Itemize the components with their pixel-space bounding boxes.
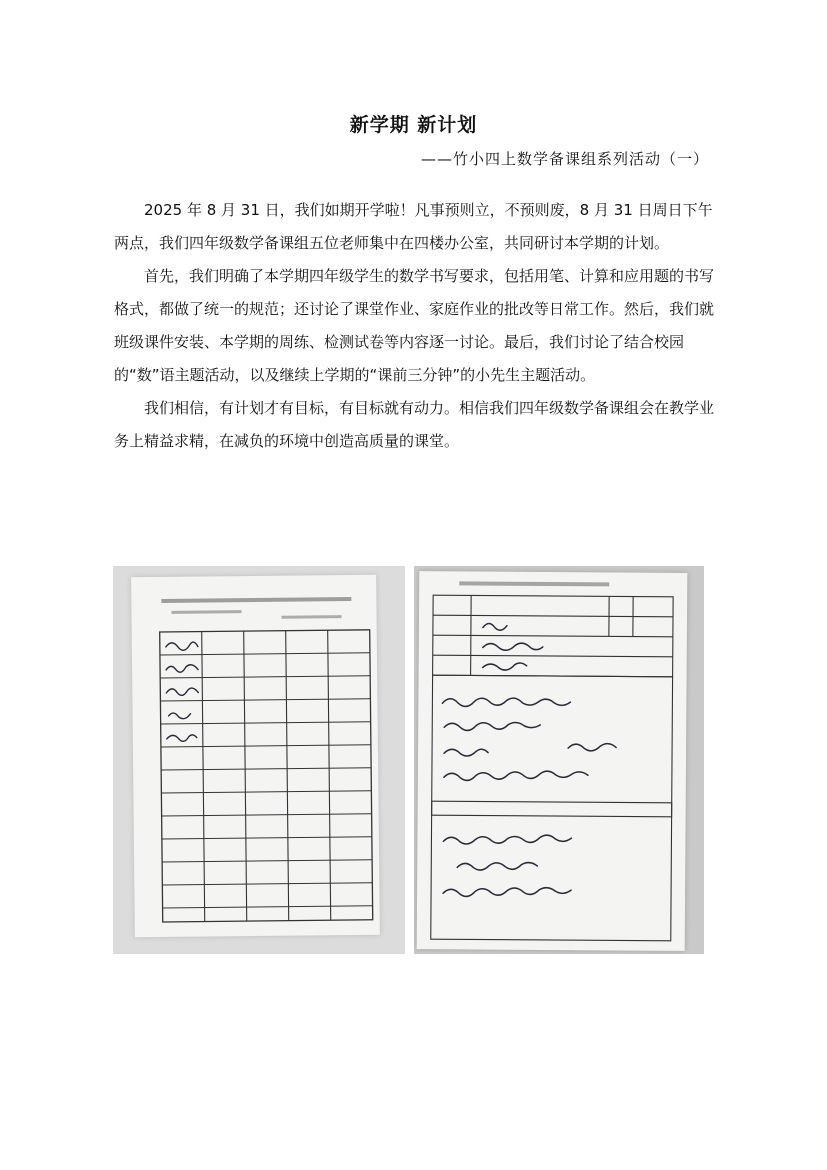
paragraph-1: 2025 年 8 月 31 日，我们如期开学啦！凡事预则立，不预则废，8 月 31 日周日下午两点，我们四年级数学备课组五位老师集中在四楼办公室，共同研讨本学期的计划。 xyxy=(114,201,713,252)
paragraph-2: 首先，我们明确了本学期四年级学生的数学书写要求，包括用笔、计算和应用题的书写格式，都做了统一的规范；还讨论了课堂作业、家庭作业的批改等日常工作。然后，我们就班级课件安装、本学期的周练、检测试卷等内容逐一讨论。最后，我们讨论了结合校园的“数”语主题活动，以及继续上学期的“课前三分钟”的小先生主题活动。 xyxy=(114,267,715,384)
page-subtitle: ——竹小四上数学备课组系列活动（一） xyxy=(420,150,709,168)
paragraph-3: 我们相信，有计划才有目标，有目标就有动力。相信我们四年级数学备课组会在教学业务上精益求精，在减负的环境中创造高质量的课堂。 xyxy=(114,399,715,450)
activity-record-drawing xyxy=(417,571,688,951)
sign-in-sheet-drawing xyxy=(131,575,380,938)
activity-record-paper xyxy=(417,571,688,951)
activity-record-photo xyxy=(414,566,704,954)
page-title: 新学期 新计划 xyxy=(349,114,478,136)
article-body xyxy=(114,194,714,458)
sign-in-sheet-paper xyxy=(131,575,380,938)
sign-in-sheet-photo xyxy=(113,566,405,954)
